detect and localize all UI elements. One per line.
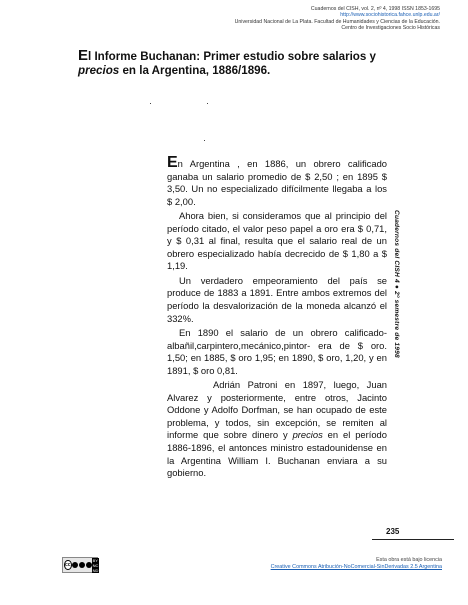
title-italic-word: precios <box>78 64 120 77</box>
header-center: Centro de Investigaciones Socio Históricas <box>341 25 440 32</box>
article-title <box>78 49 398 78</box>
drop-cap: E <box>167 154 178 171</box>
paragraph-2: Ahora bien, si consideramos que al principio del período citado, el valor peso papel a oro era $ 0,71, y $ 0,31 al final, resulta que el salario real de un obrero especializado había decrecido de $ 1,80 a $ 1,19. <box>167 210 387 272</box>
by-icon <box>72 562 78 568</box>
paragraph-3: Un verdadero empeoramiento del país se produce de 1883 a 1891. Entre ambos extremos del período la desvalorización de la moneda alcanzó el 332%. <box>167 274 387 324</box>
article-body <box>167 154 387 482</box>
license-tag: BY NC ND <box>92 557 99 573</box>
header-university: Universidad Nacional de La Plata. Facultad de Humanidades y Ciencias de la Educación. <box>234 18 440 25</box>
license-line: Esta obra está bajo licencia <box>376 557 442 563</box>
title-part-1: l Informe Buchanan: Primer estudio sobre salarios y <box>88 50 377 63</box>
paragraph-4: En 1890 el salario de un obrero calificado-albañil,carpintero,mecánico,pintor- era de $ oro. 1,50; en 1885, $ oro 1,95; en 1890, $ oro, 1,20, y en 1891, $ oro 0,81. <box>167 327 387 376</box>
header-citation: Cuadernos del CISH, vol. 2, nº 4, 1998 ISSN 1853-1695 <box>310 6 440 12</box>
title-initial: E <box>78 47 89 64</box>
title-part-3: en la Argentina, 1886/1896. <box>119 64 271 77</box>
license-conditions-icons <box>72 562 92 568</box>
footer-rule <box>372 539 454 540</box>
license-notice <box>212 557 442 571</box>
paragraph-5 <box>167 379 387 479</box>
scan-speck <box>204 140 205 141</box>
page-number: 235 <box>386 527 400 536</box>
scan-speck <box>207 103 208 104</box>
nc-icon <box>79 562 85 568</box>
creative-commons-badge[interactable] <box>62 557 98 573</box>
paragraph-1 <box>167 154 387 208</box>
cc-icon: cc <box>65 562 71 568</box>
paragraph-5-italic: precios <box>292 429 323 441</box>
journal-header <box>200 6 440 32</box>
license-link[interactable]: Creative Commons Atribución-NoComercial-SinDerivadas 2.5 Argentina <box>270 564 442 571</box>
side-journal-text: Cuadernos del CISH 4 ● 2º semestre de 1998 <box>393 210 400 358</box>
scan-speck <box>150 103 151 104</box>
paragraph-1-text: n Argentina , en 1886, un obrero calificado ganaba un salario promedio de $ 2,50 ; en 1895 $ 3,50. Un no especializado difícilmente llegaba a los $ 2,00. <box>167 158 387 207</box>
paragraph-5-text-a: Adrián Patroni en 1897, luego, Juan Alvarez y posteriormente, entre otros, Jacinto Oddone y Adolfo Dorfman, se han ocupado de este problema, y todos, sin excepción, se remiten al informe que sobre dinero y <box>167 379 387 441</box>
paragraph-5-text-b: en el período 1886-1896, el antonces ministro estadounidense en la Argentina William I. Buchanan enviara a su gobierno. <box>167 429 387 479</box>
header-link[interactable]: http://www.sociohistorica.fahce.unlp.edu.ar/ <box>340 12 440 19</box>
